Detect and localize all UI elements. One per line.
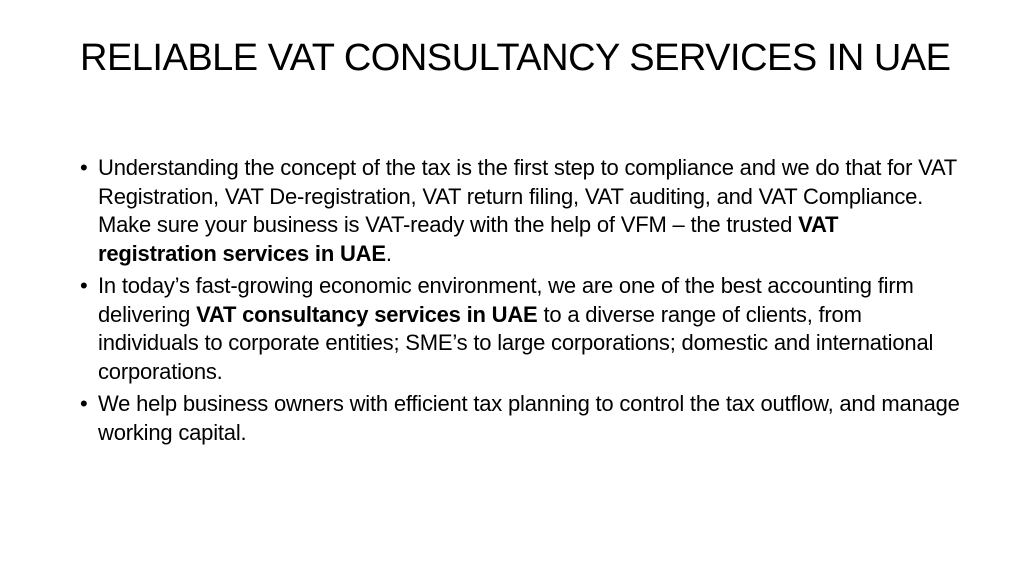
bullet-item — [80, 390, 960, 447]
bullet-item — [80, 272, 960, 386]
bullet-bold-text: VAT consultancy services in UAE — [196, 301, 538, 327]
bullet-bold-text: VAT registration services in UAE — [98, 212, 839, 266]
bullet-icon: • — [80, 155, 88, 180]
bullet-text-end: . — [385, 240, 392, 266]
bullet-text: In today’s fast-growing economic environment, we are one of the best accounting firm delivering — [98, 273, 914, 327]
bullet-icon: • — [80, 273, 88, 298]
bullet-text-end: to a diverse range of clients, from individuals to corporate entities; SME’s to large corporations; domestic and international corporations. — [98, 301, 934, 384]
bullet-text: We help business owners with efficient tax planning to control the tax outflow, and manage working capital. — [98, 391, 960, 445]
slide-title: RELIABLE VAT CONSULTANCY SERVICES IN UAE — [80, 37, 951, 79]
bullet-list — [80, 154, 960, 451]
bullet-item — [80, 154, 960, 268]
bullet-text: Understanding the concept of the tax is the first step to compliance and we do that for VAT Registration, VAT De-registration, VAT return filing, VAT auditing, and VAT Compliance. Make sure your business is VAT-ready with the help of VFM – the trusted — [98, 155, 957, 237]
bullet-icon: • — [80, 391, 88, 416]
